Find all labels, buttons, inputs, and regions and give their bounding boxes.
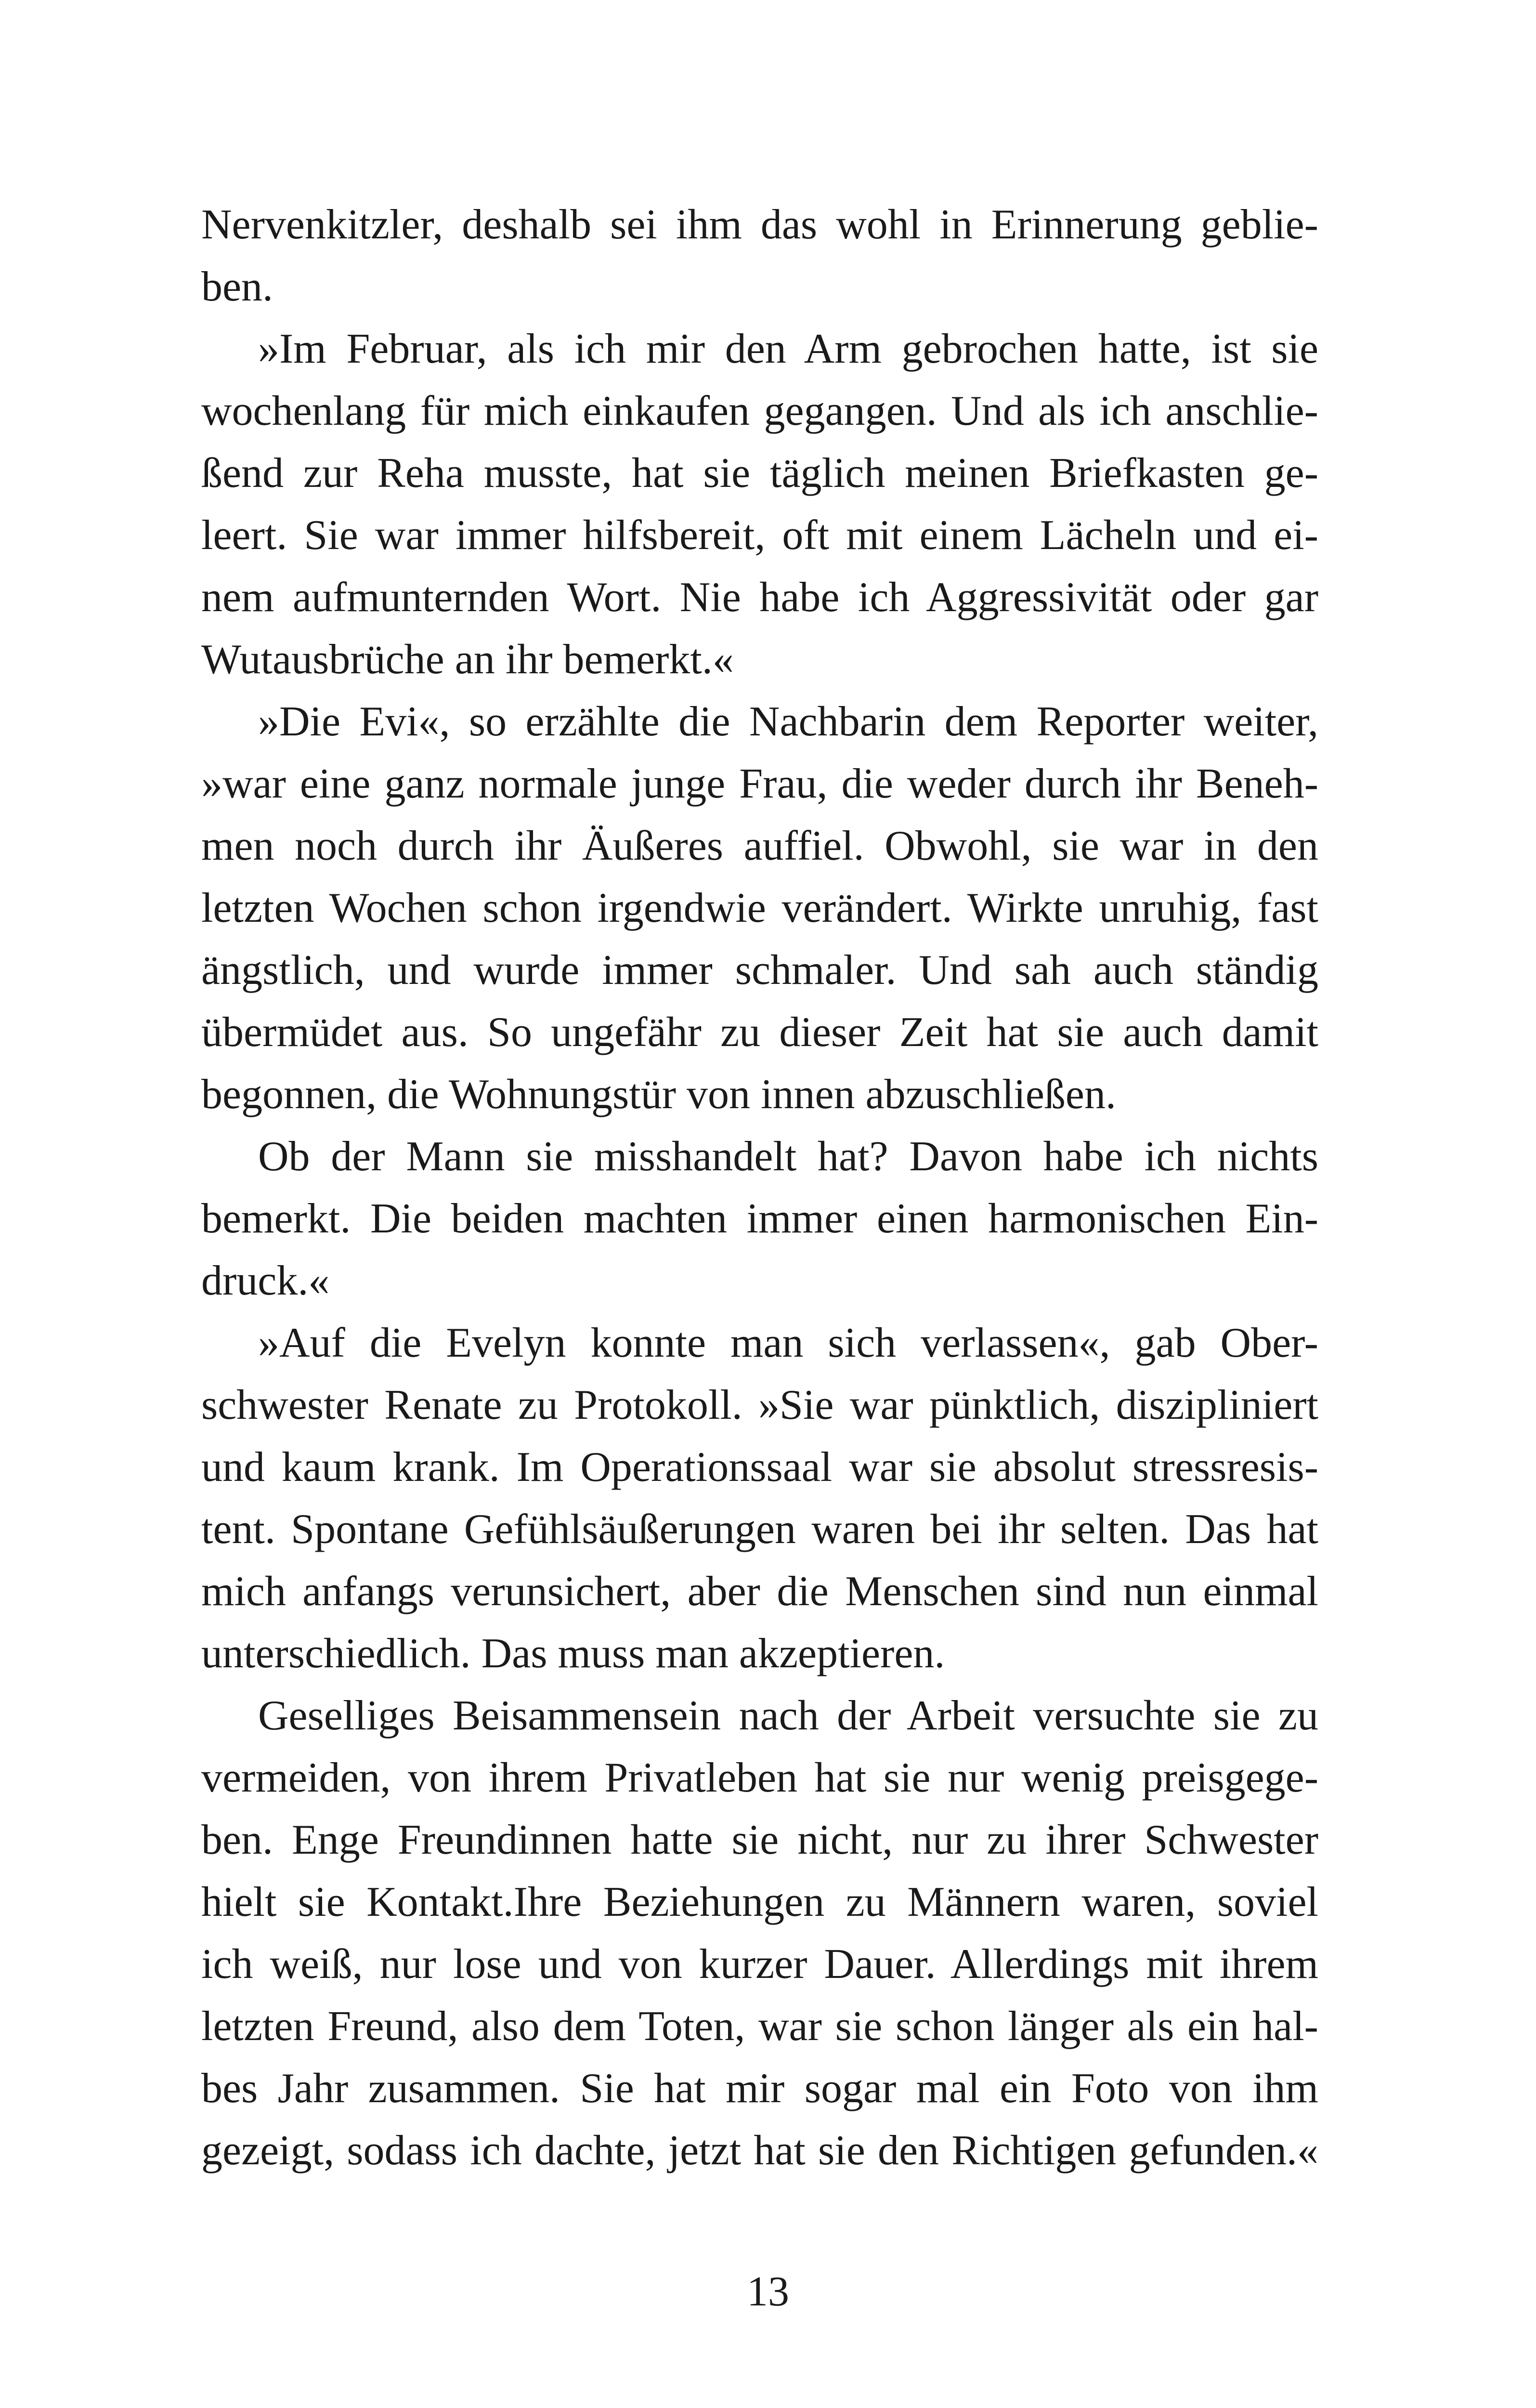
text-line: übermüdet aus. So ungefähr zu dieser Zeit hat sie auch damit: [201, 1009, 1318, 1056]
text-line: nem aufmunternden Wort. Nie habe ich Aggressivität oder gar: [201, 574, 1318, 621]
text-line: ängstlich, und wurde immer schmaler. Und sah auch ständig: [201, 947, 1318, 994]
text-line: hielt sie Kontakt.Ihre Beziehungen zu Männern waren, soviel: [201, 1879, 1318, 1925]
text-line: »Die Evi«, so erzählte die Nachbarin dem Reporter weiter,: [258, 698, 1318, 745]
text-line: Ob der Mann sie misshandelt hat? Davon habe ich nichts: [258, 1133, 1318, 1180]
text-line: tent. Spontane Gefühlsäußerungen waren bei ihr selten. Das hat: [201, 1506, 1318, 1553]
text-line: »Auf die Evelyn konnte man sich verlassen«, gab Ober-: [258, 1320, 1318, 1366]
text-line: mich anfangs verunsichert, aber die Menschen sind nun einmal: [201, 1568, 1318, 1615]
page-body: [201, 194, 1318, 2182]
text-line: letzten Wochen schon irgendwie verändert. Wirkte unruhig, fast: [201, 885, 1318, 931]
text-line: ßend zur Reha musste, hat sie täglich meinen Briefkasten ge-: [201, 450, 1318, 497]
text-line: bes Jahr zusammen. Sie hat mir sogar mal ein Foto von ihm: [201, 2065, 1318, 2112]
text-line: gezeigt, sodass ich dachte, jetzt hat sie den Richtigen gefunden.«: [201, 2127, 1318, 2174]
text-line: vermeiden, von ihrem Privatleben hat sie nur wenig preisgege-: [201, 1754, 1318, 1801]
text-line: »war eine ganz normale junge Frau, die weder durch ihr Beneh-: [201, 760, 1318, 807]
text-line: Wutausbrüche an ihr bemerkt.«: [201, 636, 734, 683]
text-line: ich weiß, nur lose und von kurzer Dauer. Allerdings mit ihrem: [201, 1941, 1318, 1988]
text-line: wochenlang für mich einkaufen gegangen. Und als ich anschlie-: [201, 388, 1318, 434]
text-line: begonnen, die Wohnungstür von innen abzuschließen.: [201, 1071, 1116, 1118]
text-line: bemerkt. Die beiden machten immer einen harmonischen Ein-: [201, 1195, 1318, 1242]
text-line: ben.: [201, 263, 273, 310]
text-line: und kaum krank. Im Operationssaal war sie absolut stressresis-: [201, 1444, 1318, 1491]
text-line: men noch durch ihr Äußeres auffiel. Obwohl, sie war in den: [201, 823, 1318, 869]
page-number: 13: [747, 2268, 789, 2315]
text-line: druck.«: [201, 1257, 330, 1304]
text-line: letzten Freund, also dem Toten, war sie schon länger als ein hal-: [201, 2003, 1318, 2050]
text-line: »Im Februar, als ich mir den Arm gebrochen hatte, ist sie: [258, 326, 1318, 372]
text-line: leert. Sie war immer hilfsbereit, oft mit einem Lächeln und ei-: [201, 512, 1318, 559]
text-line: Nervenkitzler, deshalb sei ihm das wohl in Erinnerung geblie-: [201, 201, 1318, 248]
text-line: ben. Enge Freundinnen hatte sie nicht, nur zu ihrer Schwester: [201, 1817, 1318, 1863]
text-line: schwester Renate zu Protokoll. »Sie war pünktlich, diszipliniert: [201, 1382, 1318, 1428]
text-line: unterschiedlich. Das muss man akzeptieren.: [201, 1630, 945, 1677]
text-line: Geselliges Beisammensein nach der Arbeit versuchte sie zu: [258, 1692, 1318, 1739]
